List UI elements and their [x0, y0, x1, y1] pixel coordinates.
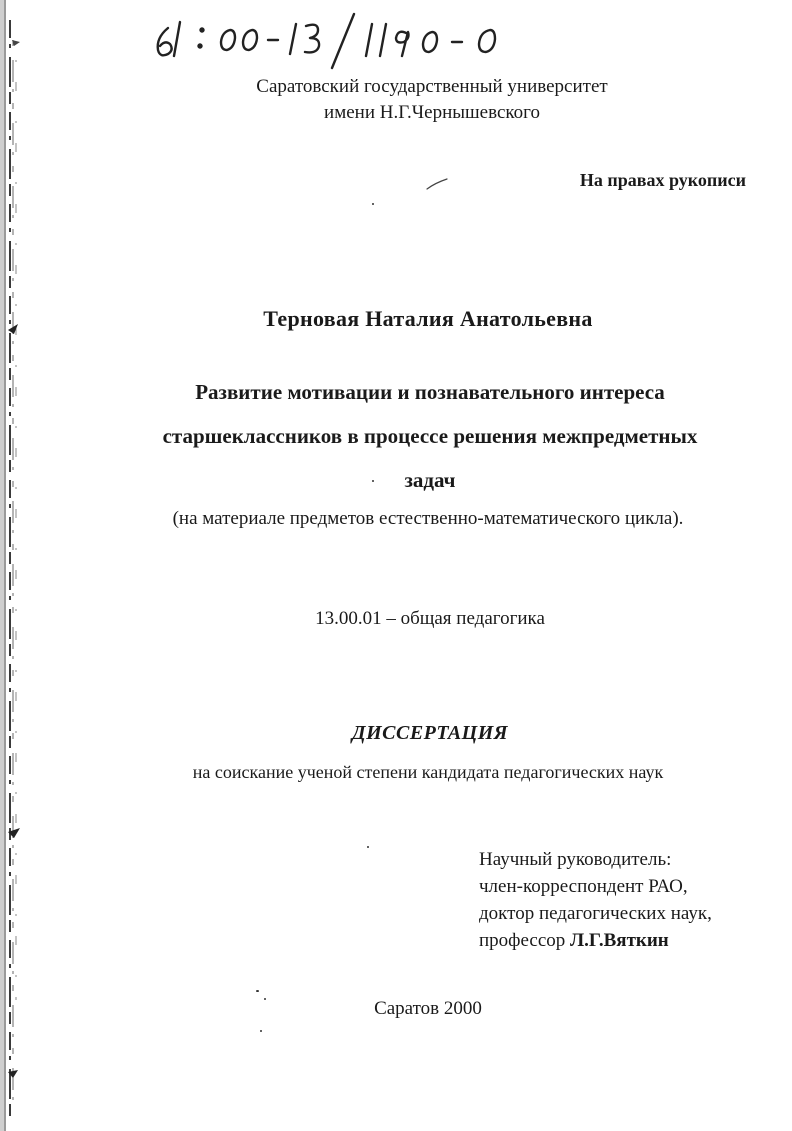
handwritten-archive-code: [150, 10, 550, 70]
dissertation-title-line3: задач: [404, 468, 456, 492]
supervisor-title-rao: член-корреспондент РАО,: [479, 876, 688, 897]
scan-speck: [264, 998, 266, 1000]
university-name-line1: Саратовский государственный университет: [256, 76, 608, 97]
dissertation-title-line2: старшеклассников в процессе решения межпредметных: [162, 424, 698, 448]
supervisor-label: Научный руководитель:: [479, 849, 672, 870]
rights-note: На правах рукописи: [579, 170, 746, 190]
dissertation-subtitle: (на материале предметов естественно-математического цикла).: [172, 508, 684, 529]
scan-speck: [256, 990, 259, 992]
dissertation-heading: ДИССЕРТАЦИЯ: [351, 722, 509, 744]
supervisor-degree: доктор педагогических наук,: [479, 903, 712, 924]
specialty-code: 13.00.01 – общая педагогика: [315, 608, 545, 629]
supervisor-block: [479, 846, 712, 954]
author-name: Терновая Наталия Анатольевна: [263, 306, 593, 331]
university-name-line2: имени Н.Г.Чернышевского: [324, 102, 540, 123]
dissertation-title-line1: Развитие мотивации и познавательного интереса: [195, 380, 665, 404]
city-year: Саратов 2000: [374, 998, 482, 1019]
scan-speck: [372, 203, 374, 205]
supervisor-rank: профессор: [479, 930, 571, 951]
pen-mark: [425, 176, 449, 192]
supervisor-name: Л.Г.Вяткин: [570, 930, 669, 951]
scan-speck: [260, 1030, 262, 1032]
supervisor-name-line: [479, 927, 712, 954]
dissertation-description: на соискание ученой степени кандидата педагогических наук: [192, 762, 664, 782]
scan-speck: [367, 846, 369, 848]
scan-edge-artifact: [0, 0, 26, 1131]
scan-speck: [372, 480, 374, 482]
